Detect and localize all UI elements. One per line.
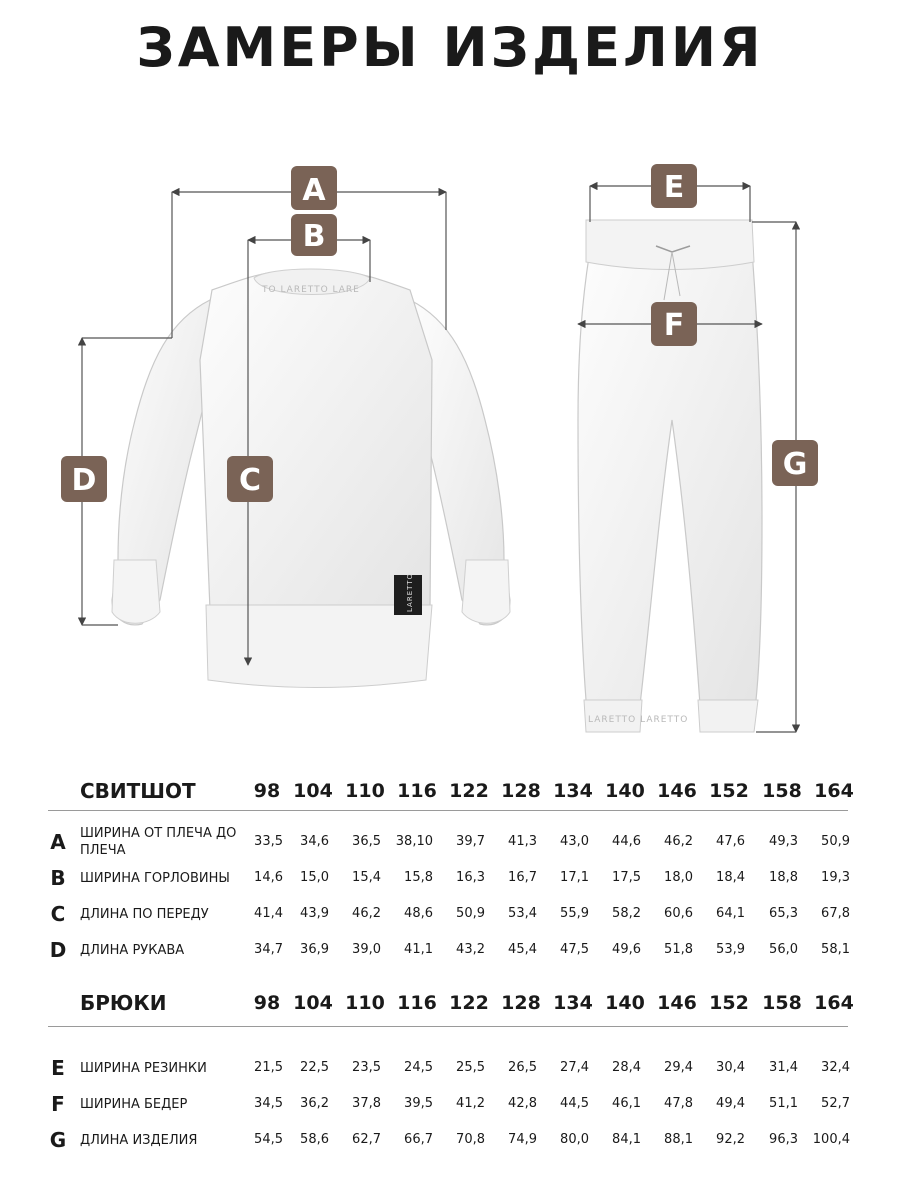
value-cell: 36,9 [300,942,329,957]
row-letter: F [51,1092,65,1116]
value-cell: 66,7 [404,1132,433,1147]
value-cell: 18,8 [769,870,798,885]
value-cell: 14,6 [254,870,283,885]
size-header-110: 110 [345,780,385,802]
value-cell: 27,4 [560,1060,589,1075]
row-label: ДЛИНА РУКАВА [80,942,185,958]
svg-text:G: G [782,447,808,482]
value-cell: 36,2 [300,1096,329,1111]
table-row [0,896,900,932]
value-cell: 16,7 [508,870,537,885]
value-cell: 28,4 [612,1060,641,1075]
value-cell: 88,1 [664,1132,693,1147]
table-row [0,860,900,896]
sweatshirt-divider [48,810,848,811]
value-cell: 25,5 [456,1060,485,1075]
value-cell: 43,0 [560,834,589,849]
marker-c [227,456,273,502]
marker-g [772,440,818,486]
value-cell: 51,8 [664,942,693,957]
value-cell: 96,3 [769,1132,798,1147]
size-header-122: 122 [449,992,489,1014]
value-cell: 21,5 [254,1060,283,1075]
marker-a [291,166,337,210]
svg-text:E: E [663,170,685,205]
value-cell: 18,4 [716,870,745,885]
value-cell: 41,4 [254,906,283,921]
svg-text:F: F [663,308,685,343]
size-header-122: 122 [449,780,489,802]
size-header-164: 164 [814,780,854,802]
size-header-110: 110 [345,992,385,1014]
value-cell: 64,1 [716,906,745,921]
value-cell: 19,3 [821,870,850,885]
value-cell: 44,6 [612,834,641,849]
value-cell: 33,5 [254,834,283,849]
table-row [0,932,900,968]
row-letter: C [50,902,66,926]
marker-b [291,214,337,256]
value-cell: 43,9 [300,906,329,921]
row-letter: A [50,830,66,854]
row-letter: B [50,866,66,890]
label-tag-brand: LARETTO [406,572,414,612]
size-header-158: 158 [762,780,802,802]
row-label: ДЛИНА ИЗДЕЛИЯ [80,1132,198,1148]
value-cell: 65,3 [769,906,798,921]
value-cell: 49,4 [716,1096,745,1111]
value-cell: 41,2 [456,1096,485,1111]
value-cell: 52,7 [821,1096,850,1111]
value-cell: 45,4 [508,942,537,957]
value-cell: 41,3 [508,834,537,849]
value-cell: 48,6 [404,906,433,921]
value-cell: 16,3 [456,870,485,885]
value-cell: 42,8 [508,1096,537,1111]
value-cell: 39,0 [352,942,381,957]
value-cell: 60,6 [664,906,693,921]
pants-drawing [578,220,762,732]
value-cell: 70,8 [456,1132,485,1147]
value-cell: 62,7 [352,1132,381,1147]
value-cell: 15,4 [352,870,381,885]
row-label: ШИРИНА ОТ ПЛЕЧА ДО ПЛЕЧА [80,826,237,858]
row-label: ШИРИНА БЕДЕР [80,1096,188,1112]
size-header-116: 116 [397,992,437,1014]
value-cell: 29,4 [664,1060,693,1075]
value-cell: 30,4 [716,1060,745,1075]
size-header-134: 134 [553,992,593,1014]
size-header-140: 140 [605,780,645,802]
value-cell: 41,1 [404,942,433,957]
table-row [0,824,900,860]
page-title: ЗАМЕРЫ ИЗДЕЛИЯ [136,16,764,79]
svg-text:B: B [302,219,326,254]
value-cell: 67,8 [821,906,850,921]
value-cell: 37,8 [352,1096,381,1111]
size-header-146: 146 [657,780,697,802]
value-cell: 34,7 [254,942,283,957]
value-cell: 49,3 [769,834,798,849]
value-cell: 44,5 [560,1096,589,1111]
value-cell: 49,6 [612,942,641,957]
value-cell: 18,0 [664,870,693,885]
value-cell: 51,1 [769,1096,798,1111]
cuff-brand: LARETTO LARETTO [588,715,689,725]
value-cell: 55,9 [560,906,589,921]
value-cell: 46,2 [352,906,381,921]
value-cell: 47,8 [664,1096,693,1111]
value-cell: 50,9 [456,906,485,921]
table-row [0,1122,900,1158]
sweatshirt-header [0,774,900,808]
svg-text:A: A [302,173,326,208]
size-header-134: 134 [553,780,593,802]
pants-divider [48,1026,848,1027]
value-cell: 56,0 [769,942,798,957]
row-label: ШИРИНА РЕЗИНКИ [80,1060,207,1076]
value-cell: 17,5 [612,870,641,885]
row-label: ШИРИНА ГОРЛОВИНЫ [80,870,230,886]
value-cell: 32,4 [821,1060,850,1075]
table-row [0,1086,900,1122]
collar-brand: TO LARETTO LARE [262,285,360,295]
value-cell: 23,5 [352,1060,381,1075]
value-cell: 47,6 [716,834,745,849]
marker-f [651,302,697,346]
row-label: ДЛИНА ПО ПЕРЕДУ [80,906,209,922]
value-cell: 31,4 [769,1060,798,1075]
value-cell: 50,9 [821,834,850,849]
value-cell: 46,1 [612,1096,641,1111]
size-header-128: 128 [501,780,541,802]
size-header-128: 128 [501,992,541,1014]
size-header-104: 104 [293,780,333,802]
table-row [0,1050,900,1086]
value-cell: 24,5 [404,1060,433,1075]
row-letter: D [49,938,67,962]
svg-text:D: D [71,463,97,498]
value-cell: 38,10 [395,834,433,849]
size-header-158: 158 [762,992,802,1014]
value-cell: 15,8 [404,870,433,885]
size-header-104: 104 [293,992,333,1014]
marker-d [61,456,107,502]
value-cell: 53,9 [716,942,745,957]
size-header-116: 116 [397,780,437,802]
value-cell: 92,2 [716,1132,745,1147]
size-header-98: 98 [253,992,281,1014]
value-cell: 15,0 [300,870,329,885]
value-cell: 39,7 [456,834,485,849]
value-cell: 53,4 [508,906,537,921]
value-cell: 46,2 [664,834,693,849]
marker-e [651,164,697,208]
value-cell: 58,6 [300,1132,329,1147]
value-cell: 34,6 [300,834,329,849]
value-cell: 80,0 [560,1132,589,1147]
value-cell: 58,2 [612,906,641,921]
pants-header [0,986,900,1020]
value-cell: 47,5 [560,942,589,957]
size-header-146: 146 [657,992,697,1014]
value-cell: 84,1 [612,1132,641,1147]
value-cell: 54,5 [254,1132,283,1147]
size-header-140: 140 [605,992,645,1014]
value-cell: 26,5 [508,1060,537,1075]
size-header-164: 164 [814,992,854,1014]
size-header-98: 98 [253,780,281,802]
size-header-152: 152 [709,780,749,802]
value-cell: 36,5 [352,834,381,849]
value-cell: 22,5 [300,1060,329,1075]
value-cell: 100,4 [812,1132,850,1147]
value-cell: 74,9 [508,1132,537,1147]
value-cell: 34,5 [254,1096,283,1111]
svg-text:C: C [238,463,262,498]
size-header-152: 152 [709,992,749,1014]
sweatshirt-heading: СВИТШОТ [80,779,196,803]
row-letter: E [51,1056,65,1080]
value-cell: 17,1 [560,870,589,885]
row-letter: G [49,1128,67,1152]
value-cell: 39,5 [404,1096,433,1111]
value-cell: 58,1 [821,942,850,957]
pants-heading: БРЮКИ [80,991,167,1015]
value-cell: 43,2 [456,942,485,957]
